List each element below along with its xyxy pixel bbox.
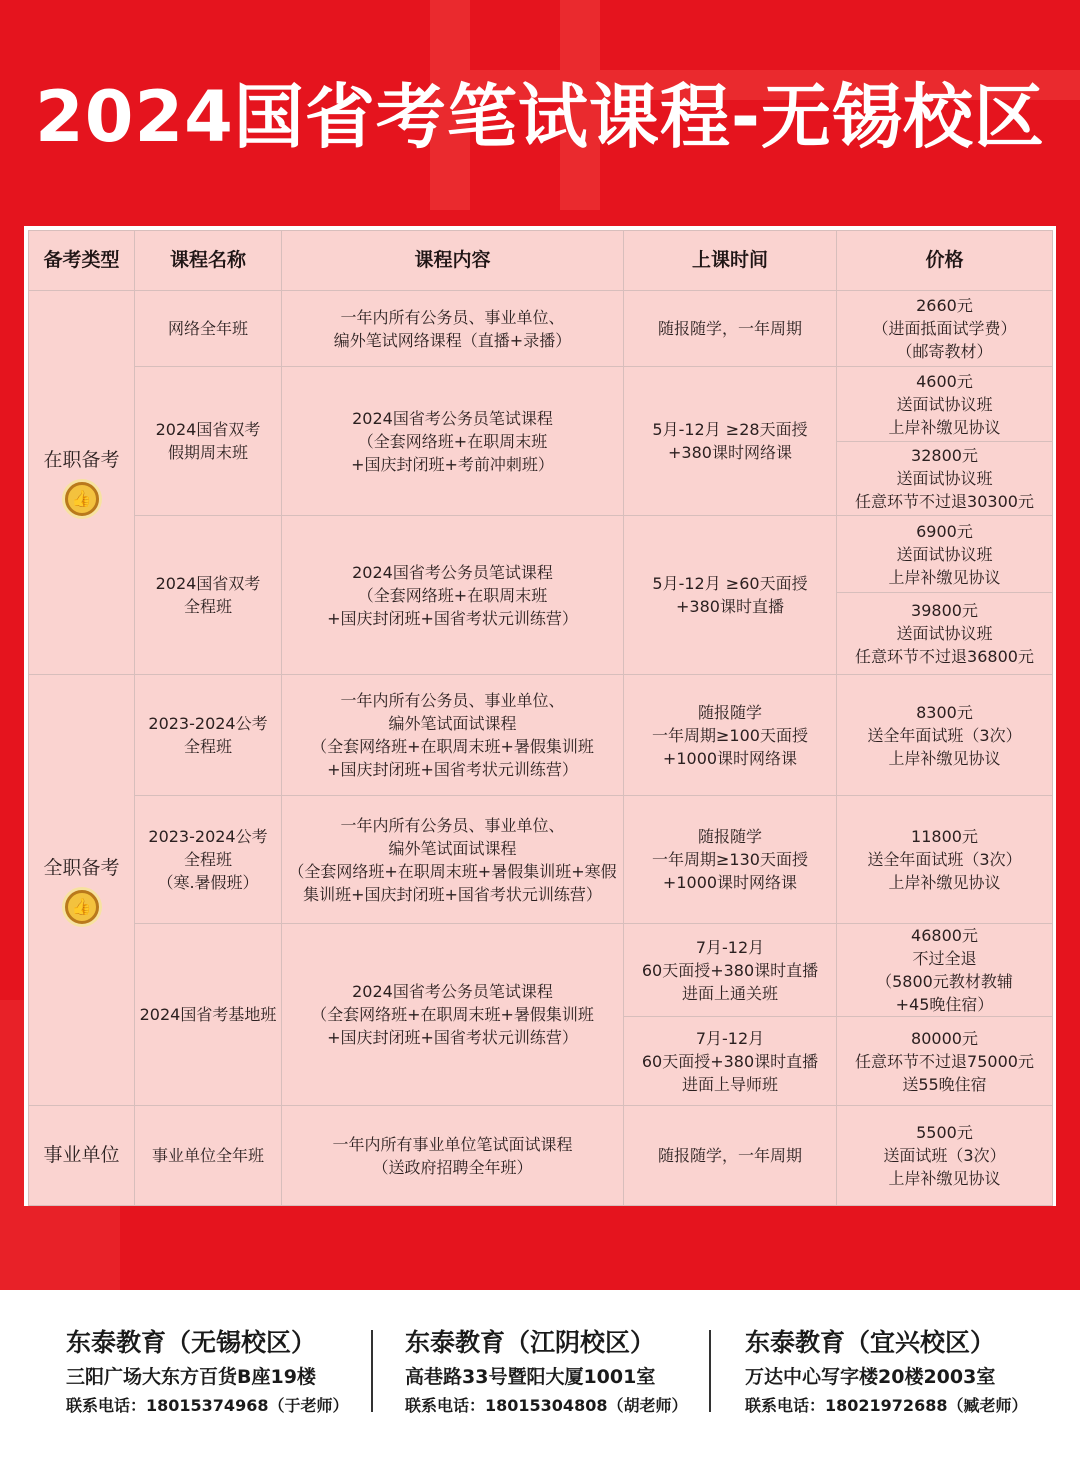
page-title: 2024国省考笔试课程-无锡校区 xyxy=(35,76,1045,158)
course-content: 一年内所有公务员、事业单位、 编外笔试面试课程 （全套网络班+在职周末班+暑假集训班+寒假 集训班+国庆封闭班+国省考状元训练营） xyxy=(282,796,624,924)
table-row xyxy=(29,924,1053,1017)
course-time: 随报随学，一年周期 xyxy=(624,291,837,367)
campus-address: 三阳广场大东方百货B座19楼 xyxy=(66,1366,316,1388)
course-table-container xyxy=(24,226,1056,1206)
group-cell-quanzhi xyxy=(29,675,135,1106)
campus-name: 东泰教育（江阴校区） xyxy=(405,1328,656,1357)
header-time: 上课时间 xyxy=(624,231,837,291)
footer xyxy=(0,1290,1080,1465)
course-price: 6900元 送面试协议班 上岸补缴见协议 xyxy=(837,516,1053,593)
group-label: 在职备考 xyxy=(43,449,120,471)
course-name: 2023-2024公考 全程班 xyxy=(135,675,282,796)
campus-phone: 联系电话：18015304808（胡老师） xyxy=(405,1396,688,1415)
course-time: 7月-12月 60天面授+380课时直播 进面上通关班 xyxy=(624,924,837,1017)
thumbs-up-icon: 👍 xyxy=(65,482,99,516)
header-price: 价格 xyxy=(837,231,1053,291)
course-time: 随报随学，一年周期 xyxy=(624,1106,837,1206)
course-content: 一年内所有事业单位笔试面试课程 （送政府招聘全年班） xyxy=(282,1106,624,1206)
table-header-row xyxy=(29,231,1053,291)
course-name: 网络全年班 xyxy=(135,291,282,367)
course-price: 39800元 送面试协议班 任意环节不过退36800元 xyxy=(837,593,1053,675)
course-table xyxy=(28,230,1053,1206)
thumbs-up-icon: 👍 xyxy=(65,890,99,924)
course-time: 5月-12月 ≥28天面授 +380课时网络课 xyxy=(624,367,837,516)
campus-address: 高巷路33号暨阳大厦1001室 xyxy=(405,1366,656,1388)
course-price: 8300元 送全年面试班（3次） 上岸补缴见协议 xyxy=(837,675,1053,796)
course-name: 2024国省考基地班 xyxy=(135,924,282,1106)
table-row xyxy=(29,367,1053,442)
table-row xyxy=(29,796,1053,924)
course-content: 2024国省考公务员笔试课程 （全套网络班+在职周末班 +国庆封闭班+考前冲刺班） xyxy=(282,367,624,516)
course-name: 2024国省双考 假期周末班 xyxy=(135,367,282,516)
campus-address: 万达中心写字楼20楼2003室 xyxy=(745,1366,996,1388)
group-label: 全职备考 xyxy=(43,856,120,879)
group-cell-shiye xyxy=(29,1106,135,1206)
table-row xyxy=(29,675,1053,796)
course-time: 随报随学 一年周期≥100天面授 +1000课时网络课 xyxy=(624,675,837,796)
campus-name: 东泰教育（宜兴校区） xyxy=(745,1328,996,1357)
course-price: 5500元 送面试班（3次） 上岸补缴见协议 xyxy=(837,1106,1053,1206)
header-type: 备考类型 xyxy=(29,231,135,291)
campus-name: 东泰教育（无锡校区） xyxy=(66,1328,317,1357)
course-time: 7月-12月 60天面授+380课时直播 进面上导师班 xyxy=(624,1017,837,1106)
course-content: 2024国省考公务员笔试课程 （全套网络班+在职周末班 +国庆封闭班+国省考状元训练营） xyxy=(282,516,624,675)
course-price: 11800元 送全年面试班（3次） 上岸补缴见协议 xyxy=(837,796,1053,924)
campus-jiangyin xyxy=(405,1328,725,1418)
course-name: 事业单位全年班 xyxy=(135,1106,282,1206)
table-row xyxy=(29,516,1053,593)
course-price: 2660元 （进面抵面试学费） （邮寄教材） xyxy=(837,291,1053,367)
course-name: 2024国省双考 全程班 xyxy=(135,516,282,675)
course-content: 2024国省考公务员笔试课程 （全套网络班+在职周末班+暑假集训班 +国庆封闭班+国省考状元训练营） xyxy=(282,924,624,1106)
header-content: 课程内容 xyxy=(282,231,624,291)
course-price: 80000元 任意环节不过退75000元 送55晚住宿 xyxy=(837,1017,1053,1106)
group-cell-zaizhi xyxy=(29,291,135,675)
course-price: 46800元 不过全退 （5800元教材教辅 +45晚住宿） xyxy=(837,924,1053,1017)
table-row xyxy=(29,291,1053,367)
campus-phone: 联系电话：18021972688（臧老师） xyxy=(745,1396,1028,1415)
campus-wuxi xyxy=(66,1328,386,1418)
header-name: 课程名称 xyxy=(135,231,282,291)
campus-yixing xyxy=(745,1328,1065,1418)
course-content: 一年内所有公务员、事业单位、 编外笔试网络课程（直播+录播） xyxy=(282,291,624,367)
table-row xyxy=(29,1106,1053,1206)
campus-phone: 联系电话：18015374968（于老师） xyxy=(66,1396,349,1415)
course-content: 一年内所有公务员、事业单位、 编外笔试面试课程 （全套网络班+在职周末班+暑假集训班 +国庆封闭班+国省考状元训练营） xyxy=(282,675,624,796)
course-name: 2023-2024公考 全程班 （寒.暑假班） xyxy=(135,796,282,924)
divider xyxy=(709,1330,711,1412)
course-price: 4600元 送面试协议班 上岸补缴见协议 xyxy=(837,367,1053,442)
course-time: 5月-12月 ≥60天面授 +380课时直播 xyxy=(624,516,837,675)
group-label: 事业单位 xyxy=(43,1144,120,1166)
course-price: 32800元 送面试协议班 任意环节不过退30300元 xyxy=(837,442,1053,516)
course-time: 随报随学 一年周期≥130天面授 +1000课时网络课 xyxy=(624,796,837,924)
divider xyxy=(371,1330,373,1412)
